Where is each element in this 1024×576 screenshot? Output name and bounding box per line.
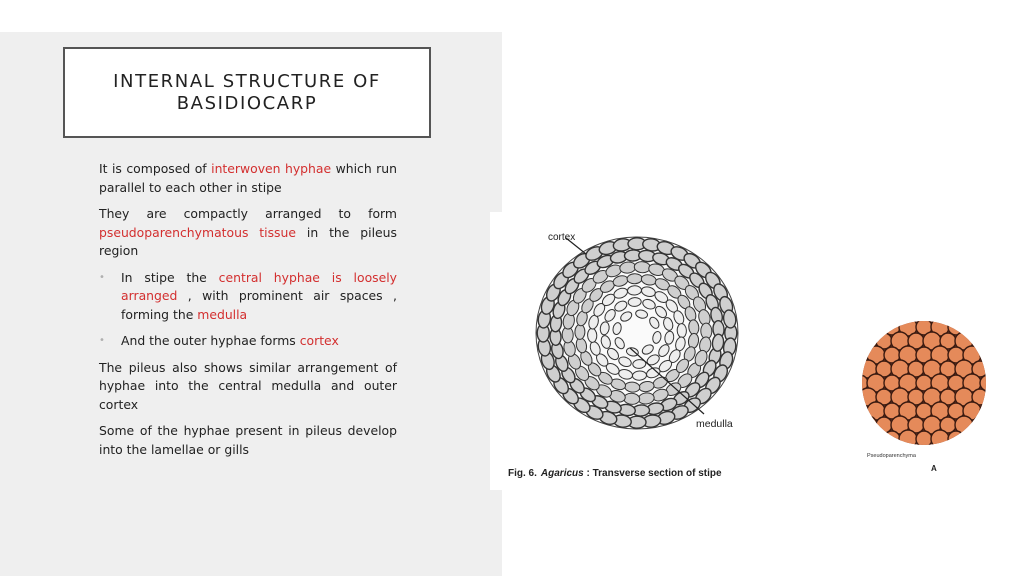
pseudo-cells: [852, 318, 1005, 448]
bullet-dot: •: [99, 271, 105, 283]
pseudo-cell: [884, 431, 900, 447]
pseudo-cell: [852, 347, 868, 363]
pseudo-cell: [987, 388, 1005, 406]
p1-text-end: which run parallel to each other in stipe: [99, 161, 397, 195]
paragraph-4: Some of the hyphae present in pileus develop into the lamellae or gills: [99, 423, 397, 457]
pseudo-cell: [867, 318, 885, 336]
caption-fig: Fig. 6.: [508, 468, 537, 479]
page-title-line1: INTERNAL STRUCTURE OF: [113, 70, 381, 92]
pseudo-cell: [980, 375, 996, 391]
pseudo-cell: [948, 319, 964, 335]
pseudoparenchyma-letter: A: [931, 464, 937, 473]
pseudo-cell: [972, 333, 988, 349]
b2-text: And the outer hyphae forms: [121, 333, 300, 348]
pseudo-cell: [987, 416, 1005, 434]
p1-highlight: interwoven hyphae: [211, 161, 332, 176]
pseudo-cell: [852, 319, 868, 335]
b1-text-mid: , with prominent air spaces , forming the: [121, 288, 397, 322]
cortex-label: cortex: [548, 232, 576, 243]
pseudo-cell: [980, 431, 996, 447]
pseudo-cell: [852, 431, 868, 447]
p2-text: They are compactly arranged to form: [99, 206, 397, 221]
pseudo-cell: [980, 403, 996, 419]
pseudo-cell: [867, 430, 885, 448]
p2-highlight: pseudoparenchymatous tissue: [99, 224, 296, 240]
pseudo-cell: [963, 318, 981, 336]
medulla-label: medulla: [696, 418, 733, 430]
pseudo-cell: [899, 430, 917, 448]
b1-text: In stipe the: [121, 269, 219, 285]
pseudo-cell: [876, 417, 892, 433]
b1-highlight-2: medulla: [197, 306, 248, 322]
caption-genus: Agaricus: [540, 468, 584, 479]
caption-rest: : Transverse section of stipe: [583, 468, 722, 479]
pseudo-cell: [972, 417, 988, 433]
pseudo-cell: [963, 430, 981, 448]
bullet-dot: •: [99, 335, 105, 346]
pseudo-cell: [859, 416, 877, 434]
pseudoparenchyma-label: Pseudoparenchyma: [867, 453, 916, 459]
p1-text: It is composed of: [99, 161, 212, 176]
b2-highlight: cortex: [299, 333, 339, 348]
pseudo-cell: [987, 332, 1005, 350]
pseudo-cell: [987, 360, 1005, 378]
pseudo-cell: [980, 319, 996, 335]
paragraph-3: The pileus also shows similar arrangement of hyphae into the central medulla and outer cortex: [99, 359, 397, 412]
pseudo-cell: [916, 431, 932, 447]
pseudo-cell: [852, 403, 868, 419]
pseudo-cell: [980, 347, 996, 363]
pseudo-cell: [948, 431, 964, 447]
b1-highlight: central hyphae is loosely arranged: [121, 269, 397, 303]
p2-text-end: in the pileus region: [99, 224, 397, 258]
page-title-line2: BASIDIOCARP: [176, 92, 318, 114]
pseudo-cell: [931, 430, 949, 448]
